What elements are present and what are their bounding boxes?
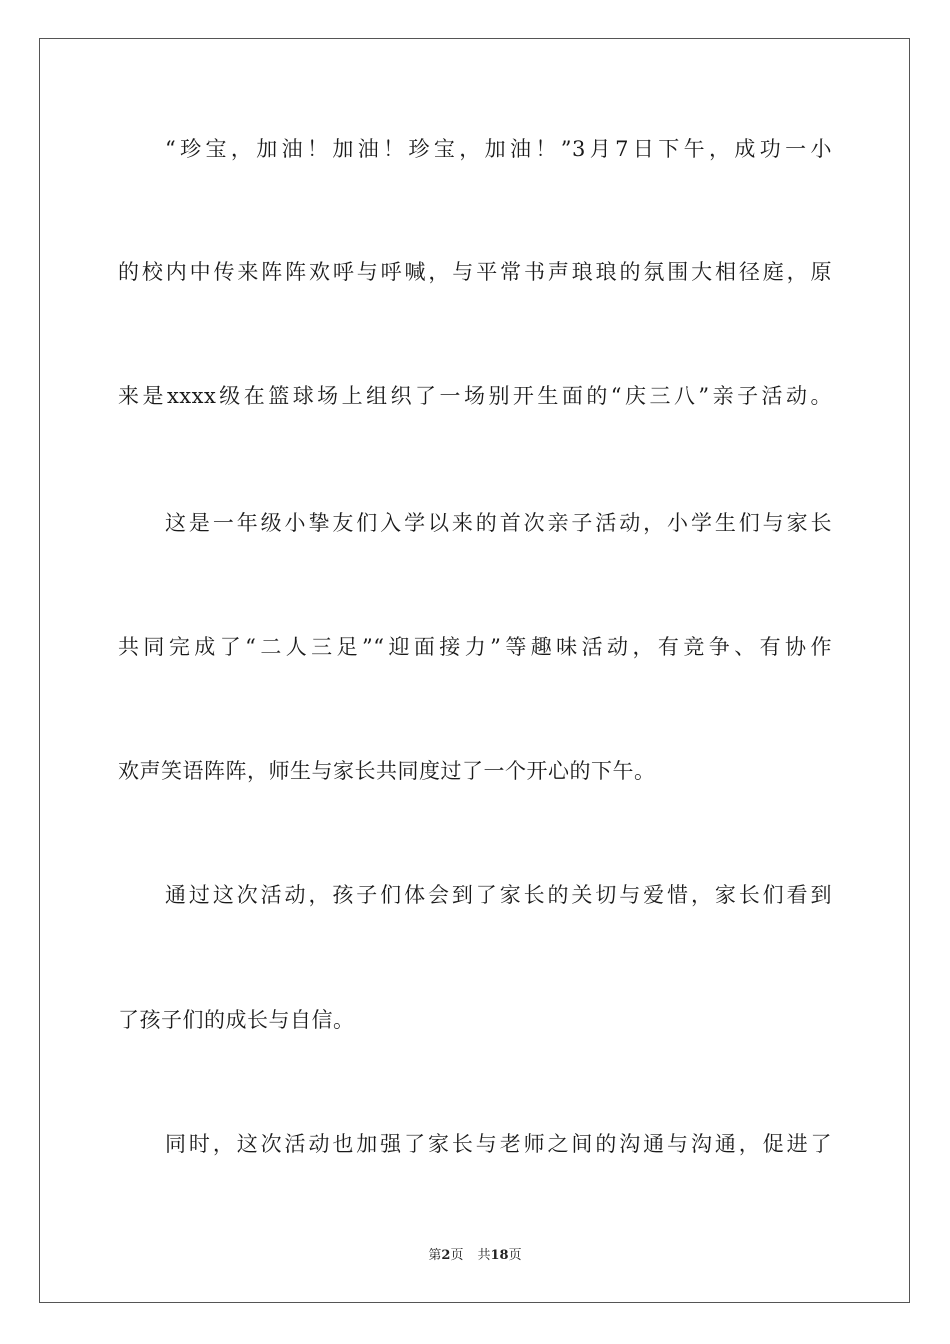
total-pages: 18: [490, 1248, 509, 1263]
page-number: 2: [441, 1248, 451, 1263]
text-line: 来是xxxx级在篮球场上组织了一场别开生面的“庆三八”亲子活动。: [118, 384, 832, 408]
text-line: “珍宝，加油！加油！珍宝，加油！”3月7日下午，成功一小: [165, 137, 832, 161]
page-footer: [0, 1247, 950, 1265]
total-prefix: 共: [477, 1248, 491, 1263]
text-line: 这是一年级小挚友们入学以来的首次亲子活动，小学生们与家长: [165, 511, 832, 535]
text-line: 通过这次活动，孩子们体会到了家长的关切与爱惜，家长们看到: [165, 883, 832, 907]
text-line: 同时，这次活动也加强了家长与老师之间的沟通与沟通，促进了: [165, 1132, 832, 1156]
text-line: 欢声笑语阵阵，师生与家长共同度过了一个开心的下午。: [118, 759, 656, 783]
text-line: 的校内中传来阵阵欢呼与呼喊，与平常书声琅琅的氛围大相径庭，原: [118, 260, 832, 284]
page-border: [39, 38, 910, 1303]
page-prefix: 第: [428, 1248, 442, 1263]
text-line: 了孩子们的成长与自信。: [118, 1008, 355, 1032]
total-suffix: 页: [508, 1248, 522, 1263]
page-suffix: 页: [450, 1248, 464, 1263]
text-line: 共同完成了“二人三足”“迎面接力”等趣味活动，有竞争、有协作: [118, 635, 832, 659]
